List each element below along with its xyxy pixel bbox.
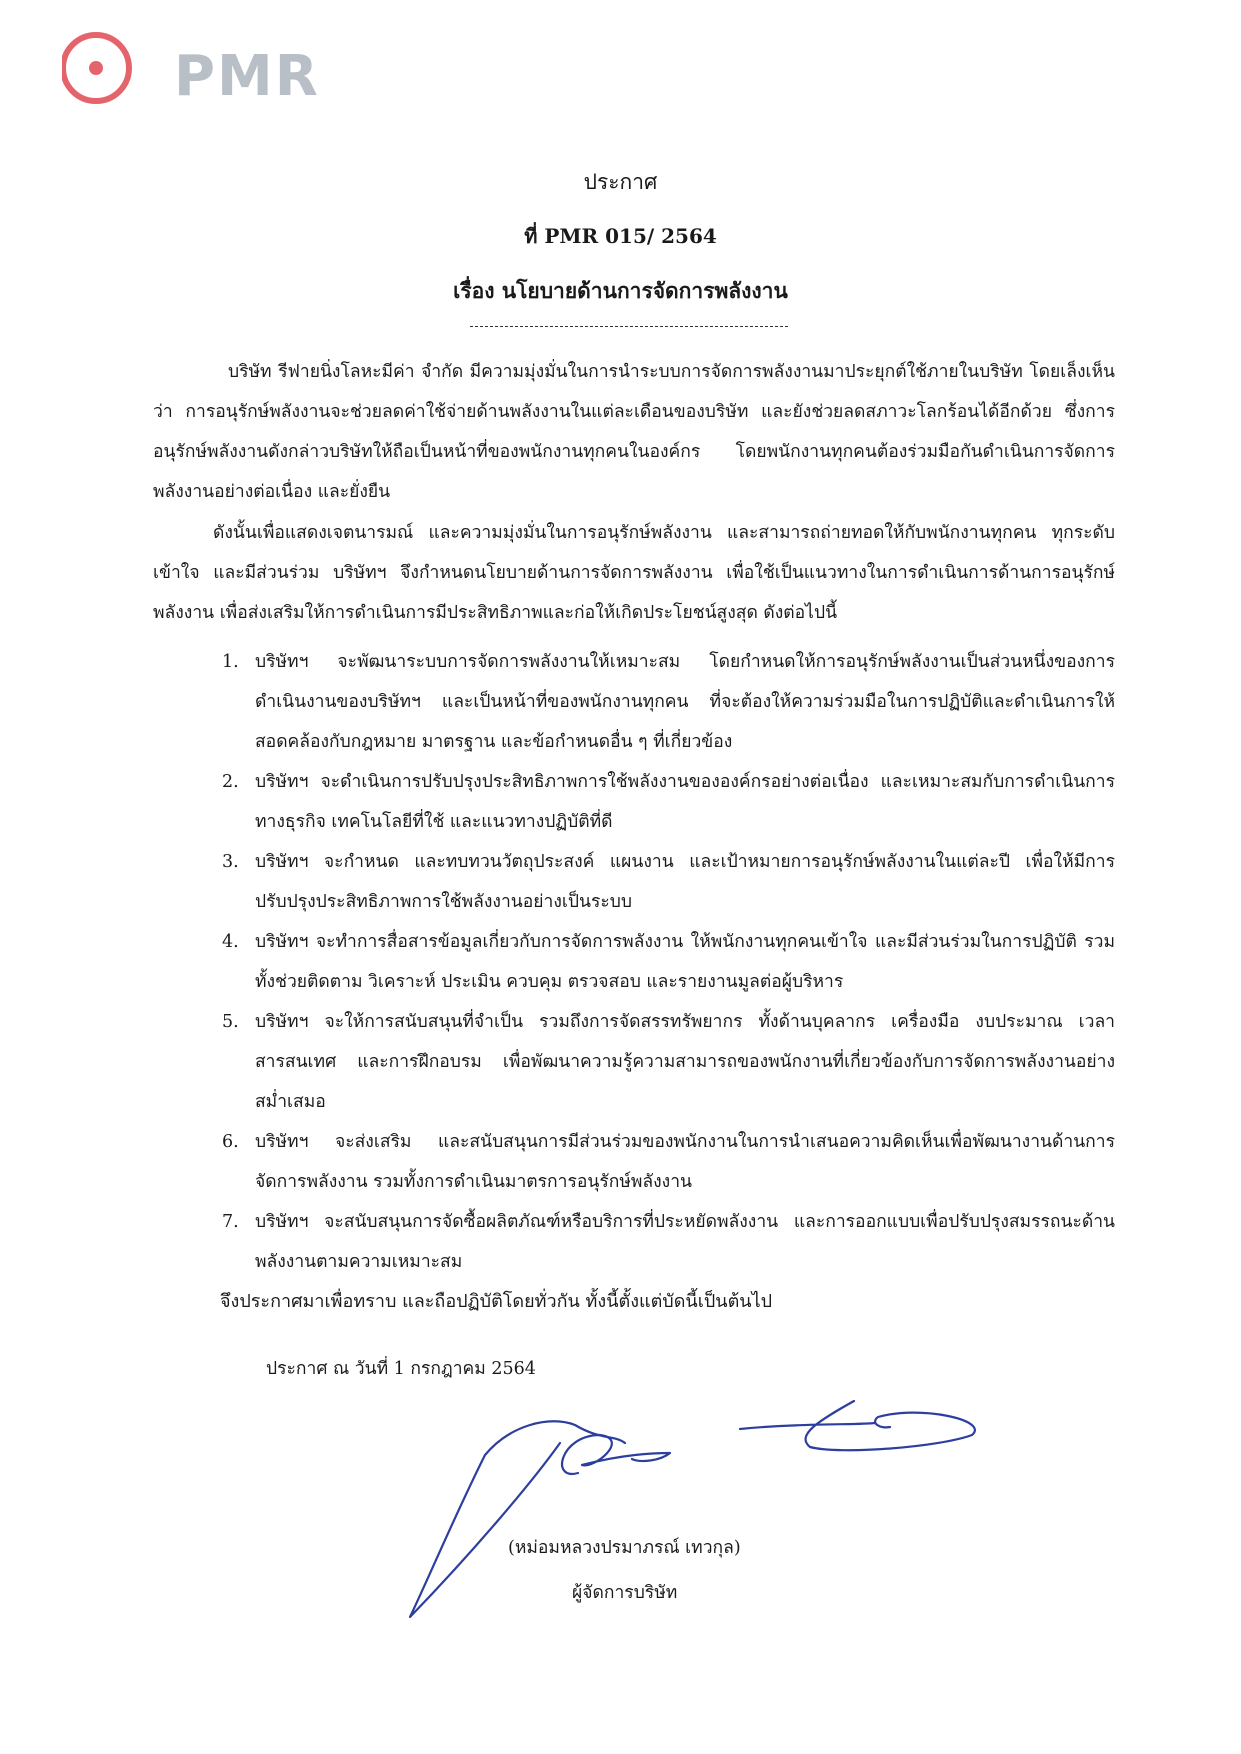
policy-list	[222, 642, 1115, 1282]
policy-text: บริษัทฯ จะกำหนด และทบทวนวัตถุประสงค์ แผนงาน และเป้าหมายการอนุรักษ์พลังงานในแต่ละปี เพื่อให้มีการปรับปรุงประสิทธิภาพการใช้พลังงานอย่างเป็นระบบ	[255, 852, 1115, 912]
announcement-subject: เรื่อง นโยบายด้านการจัดการพลังงาน	[453, 278, 788, 303]
signer-title: ผู้จัดการบริษัท	[572, 1583, 678, 1603]
policy-item	[222, 1122, 1115, 1202]
company-logo	[62, 30, 342, 130]
policy-number: 7.	[222, 1212, 239, 1232]
policy-text: บริษัทฯ จะให้การสนับสนุนที่จำเป็น รวมถึงการจัดสรรทรัพยากร ทั้งด้านบุคลากร เครื่องมือ งบประมาณ เวลา สารสนเทศ และการฝึกอบรม เพื่อพัฒนาความรู้ความสามารถของพนักงานที่เกี่ยวข้องกับการจัดการพลังงานอย่างสม่ำเสมอ	[255, 1012, 1115, 1112]
policy-number: 5.	[222, 1012, 239, 1032]
policy-number: 1.	[222, 652, 239, 672]
policy-text: บริษัทฯ จะส่งเสริม และสนับสนุนการมีส่วนร่วมของพนักงานในการนำเสนอความคิดเห็นเพื่อพัฒนางานด้านการจัดการพลังงาน รวมทั้งการดำเนินมาตรการอนุรักษ์พลังงาน	[255, 1132, 1115, 1192]
policy-item	[222, 922, 1115, 1002]
policy-text: บริษัทฯ จะดำเนินการปรับปรุงประสิทธิภาพการใช้พลังงานขององค์กรอย่างต่อเนื่อง และเหมาะสมกับการดำเนินการทางธุรกิจ เทคโนโลยีที่ใช้ และแนวทางปฏิบัติที่ดี	[255, 772, 1115, 832]
policy-text: บริษัทฯ จะสนับสนุนการจัดซื้อผลิตภัณฑ์หรือบริการที่ประหยัดพลังงาน และการออกแบบเพื่อปรับปรุงสมรรถนะด้านพลังงานตามความเหมาะสม	[255, 1212, 1115, 1272]
policy-text: บริษัทฯ จะพัฒนาระบบการจัดการพลังงานให้เหมาะสม โดยกำหนดให้การอนุรักษ์พลังงานเป็นส่วนหนึ่งของการดำเนินงานของบริษัทฯ และเป็นหน้าที่ของพนักงานทุกคน ที่จะต้องให้ความร่วมมือในการปฏิบัติและดำเนินการให้สอดคล้องกับกฎหมาย มาตรฐาน และข้อกำหนดอื่น ๆ ที่เกี่ยวข้อง	[255, 652, 1115, 752]
announcement-number: ที่ PMR 015/ 2564	[524, 224, 717, 248]
logo-text: PMR	[174, 44, 320, 109]
policy-item	[222, 1202, 1115, 1282]
signature-image	[400, 1395, 1000, 1635]
policy-item	[222, 842, 1115, 922]
intro-paragraph: บริษัท รีฟายนิ่งโลหะมีค่า จำกัด มีความมุ่งมั่นในการนำระบบการจัดการพลังงานมาประยุกต์ใช้ภายในบริษัท โดยเล็งเห็นว่า การอนุรักษ์พลังงานจะช่วยลดค่าใช้จ่ายด้านพลังงานในแต่ละเดือนของบริษัท และยังช่วยลดสภาวะโลกร้อนได้อีกด้วย ซึ่งการอนุรักษ์พลังงานดังกล่าวบริษัทให้ถือเป็นหน้าที่ของพนักงานทุกคนในองค์กร โดยพนักงานทุกคนต้องร่วมมือกันดำเนินการจัดการพลังงานอย่างต่อเนื่อง และยั่งยืน	[153, 362, 1115, 502]
dashed-divider	[470, 326, 788, 327]
policy-number: 6.	[222, 1132, 239, 1152]
policy-item	[222, 1002, 1115, 1122]
policy-item	[222, 642, 1115, 762]
policy-text: บริษัทฯ จะทำการสื่อสารข้อมูลเกี่ยวกับการจัดการพลังงาน ให้พนักงานทุกคนเข้าใจ และมีส่วนร่วมในการปฏิบัติ รวมทั้งช่วยติดตาม วิเคราะห์ ประเมิน ควบคุม ตรวจสอบ และรายงานมูลต่อผู้บริหาร	[255, 932, 1115, 992]
purpose-paragraph: ดังนั้นเพื่อแสดงเจตนารมณ์ และความมุ่งมั่นในการอนุรักษ์พลังงาน และสามารถถ่ายทอดให้กับพนักงานทุกคน ทุกระดับเข้าใจ และมีส่วนร่วม บริษัทฯ จึงกำหนดนโยบายด้านการจัดการพลังงาน เพื่อใช้เป็นแนวทางในการดำเนินการด้านการอนุรักษ์พลังงาน เพื่อส่งเสริมให้การดำเนินการมีประสิทธิภาพและก่อให้เกิดประโยชน์สูงสุด ดังต่อไปนี้	[153, 523, 1115, 623]
signer-name: (หม่อมหลวงปรมาภรณ์ เทวกุล)	[508, 1538, 741, 1558]
policy-number: 2.	[222, 772, 239, 792]
closing-statement: จึงประกาศมาเพื่อทราบ และถือปฏิบัติโดยทั่วกัน ทั้งนี้ตั้งแต่บัดนี้เป็นต้นไป	[220, 1291, 773, 1312]
policy-number: 3.	[222, 852, 239, 872]
policy-number: 4.	[222, 932, 239, 952]
logo-ring-icon	[62, 30, 162, 130]
announcement-title: ประกาศ	[583, 170, 658, 194]
announcement-date: ประกาศ ณ วันที่ 1 กรกฎาคม 2564	[266, 1359, 536, 1379]
policy-item	[222, 762, 1115, 842]
